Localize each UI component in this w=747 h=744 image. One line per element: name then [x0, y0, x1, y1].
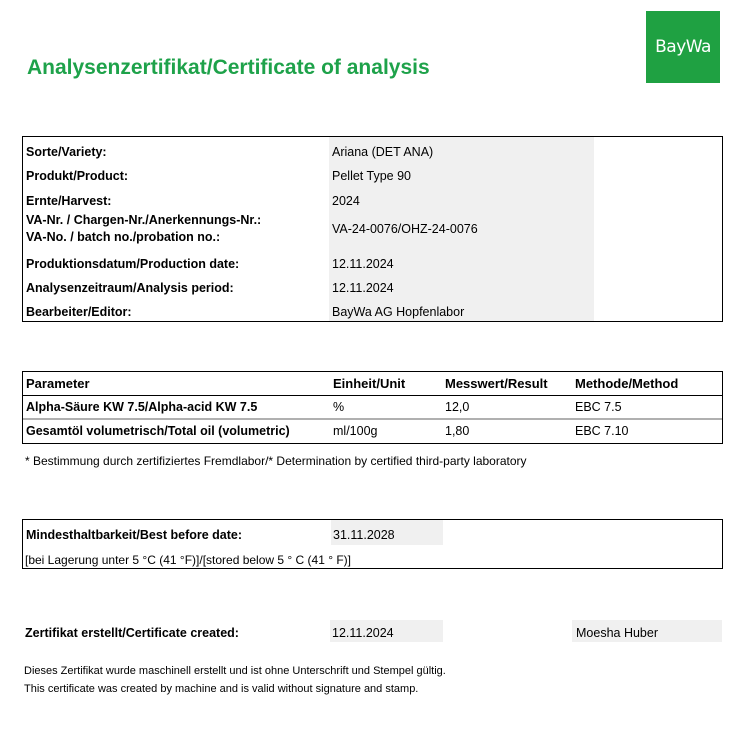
created-by-name: Moesha Huber: [576, 626, 658, 640]
info-box: [22, 136, 723, 322]
va-label-en: VA-No. / batch no./probation no.:: [26, 230, 221, 244]
harvest-label: Ernte/Harvest:: [26, 194, 112, 208]
created-date: 12.11.2024: [332, 626, 394, 640]
created-label: Zertifikat erstellt/Certificate created:: [25, 626, 239, 640]
row1-result: 12,0: [445, 400, 470, 414]
footer-note-en: This certificate was created by machine and is valid without signature and stamp.: [24, 683, 419, 695]
page-title: Analysenzertifikat/Certificate of analysis: [27, 56, 430, 79]
row2-method: EBC 7.10: [575, 424, 629, 438]
row2-unit: ml/100g: [333, 424, 378, 438]
row1-unit: %: [333, 400, 345, 414]
best-before-box: [22, 519, 723, 569]
product-value: Pellet Type 90: [332, 169, 411, 183]
row2-result: 1,80: [445, 424, 470, 438]
editor-value: BayWa AG Hopfenlabor: [332, 305, 465, 319]
analysis-period-value: 12.11.2024: [332, 281, 394, 295]
table-row: [23, 396, 722, 420]
production-date-value: 12.11.2024: [332, 257, 394, 271]
harvest-value: 2024: [332, 194, 360, 208]
row1-method: EBC 7.5: [575, 400, 622, 414]
storage-condition: [bei Lagerung unter 5 °C (41 °F)]/[stored below 5 ° C (41 ° F)]: [25, 553, 352, 567]
analysis-period-label: Analysenzeitraum/Analysis period:: [26, 281, 234, 295]
va-label-de: VA-Nr. / Chargen-Nr./Anerkennungs-Nr.:: [26, 213, 262, 227]
unit-header: Einheit/Unit: [333, 376, 406, 391]
production-date-label: Produktionsdatum/Production date:: [26, 257, 240, 271]
variety-value: Ariana (DET ANA): [332, 145, 434, 159]
best-before-value: 31.11.2028: [333, 528, 395, 542]
product-label: Produkt/Product:: [26, 169, 129, 183]
params-table: [22, 371, 723, 444]
variety-label: Sorte/Variety:: [26, 145, 107, 159]
method-header: Methode/Method: [575, 376, 679, 391]
baywa-logo: BayWa: [646, 11, 720, 83]
va-value: VA-24-0076/OHZ-24-0076: [332, 222, 478, 236]
footer-note-de: Dieses Zertifikat wurde maschinell erstellt und ist ohne Unterschrift und Stempel gültig.: [24, 665, 446, 677]
param-header: Parameter: [26, 376, 90, 391]
result-header: Messwert/Result: [445, 376, 548, 391]
table-row: [23, 420, 722, 443]
lab-footnote: * Bestimmung durch zertifiziertes Fremdlabor/* Determination by certified third-party laboratory: [25, 454, 527, 468]
row2-parameter: Gesamtöl volumetrisch/Total oil (volumetric): [26, 424, 290, 438]
row1-parameter: Alpha-Säure KW 7.5/Alpha-acid KW 7.5: [26, 400, 258, 414]
editor-label: Bearbeiter/Editor:: [26, 305, 132, 319]
best-before-label: Mindesthaltbarkeit/Best before date:: [26, 528, 243, 542]
